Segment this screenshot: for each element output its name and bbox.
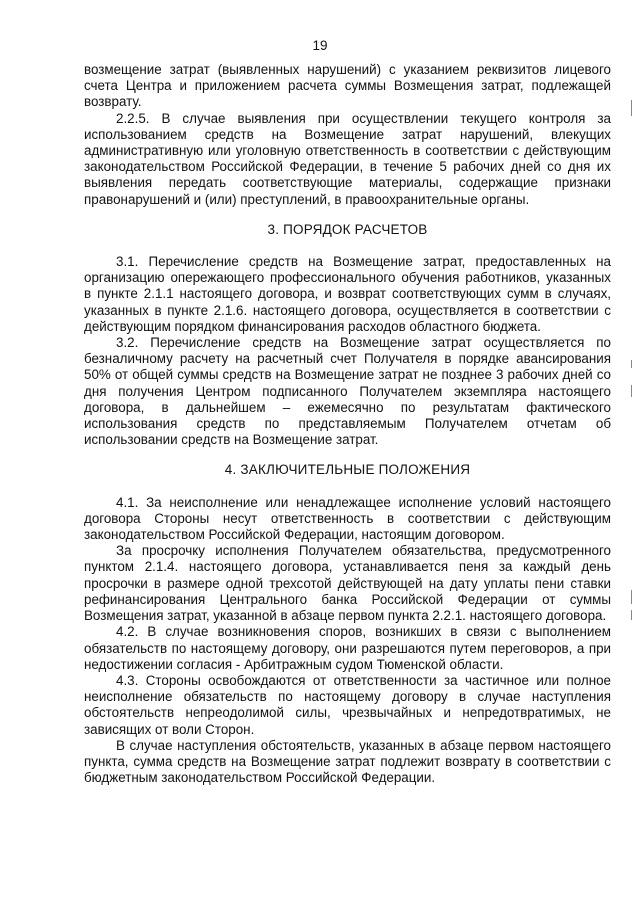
- paragraph-4-3-refund: В случае наступления обстоятельств, указанных в абзаце первом настоящего пункта, сумма средств на Возмещение затрат подлежит возврату в соответствии с бюджетным законодательством Российской Федерации.: [84, 737, 611, 786]
- section-title-3: 3. ПОРЯДОК РАСЧЕТОВ: [267, 221, 428, 237]
- paragraph-continuation: возмещение затрат (выявленных нарушений) с указанием реквизитов лицевого счета Центра и приложением расчета суммы Возмещения затрат, подлежащей возврату.: [84, 62, 611, 110]
- paragraph-3-1: 3.1. Перечисление средств на Возмещение затрат, предоставленных на организацию опережающего профессионального обучения работников, указанных в пункте 2.1.1 настоящего договора, и возврат соответствующих сумм в случаях, указанных в пункте 2.1.6. настоящего договора, осуществляется в соответствии с действующим порядком финансирования расходов областного бюджета.: [84, 254, 611, 334]
- paragraph-4-1-penalty: За просрочку исполнения Получателем обязательства, предусмотренного пунктом 2.1.4. настоящего договора, устанавливается пеня за каждый день просрочки в размере одной трехсотой действующей на дату уплаты пени ставки рефинансирования Центрального банка Российской Федерации от суммы Возмещения затрат, указанной в абзаце первом пункта 2.2.1. настоящего договора.: [84, 543, 611, 624]
- paragraph-4-3: 4.3. Стороны освобождаются от ответственности за частичное или полное неисполнение обязательств по настоящему договору в случае наступления обстоятельств непреодолимой силы, чрезвычайных и непредотвратимых, не зависящих от воли Сторон.: [84, 672, 611, 737]
- paragraph-4-1: 4.1. За неисполнение или ненадлежащее исполнение условий настоящего договора Стороны несут ответственность в соответствии с действующим законодательством Российской Федерации, настоящим договором.: [84, 494, 611, 543]
- paragraph-4-2: 4.2. В случае возникновения споров, возникших в связи с выполнением обязательств по настоящему договору, они разрешаются путем переговоров, а при недостижении согласия - Арбитражным судом Тюменской области.: [84, 624, 611, 672]
- scan-artifact: [631, 610, 632, 620]
- scan-artifact: [631, 385, 632, 397]
- page-number: 19: [312, 38, 328, 53]
- scan-artifact: [631, 360, 632, 368]
- scan-artifact: [631, 100, 632, 116]
- paragraph-2-2-5: 2.2.5. В случае выявления при осуществлении текущего контроля за использованием средств на Возмещение затрат нарушений, влекущих административную или уголовную ответственность в соответствии с действующим законодательством Российской Федерации, в течение 5 рабочих дней со дня их выявления передать соответствующие материалы, содержащие признаки правонарушений и (или) преступлений, в правоохранительные органы.: [84, 110, 611, 207]
- section-title-4: 4. ЗАКЛЮЧИТЕЛЬНЫЕ ПОЛОЖЕНИЯ: [224, 462, 471, 478]
- paragraph-3-2: 3.2. Перечисление средств на Возмещение затрат осуществляется по безналичному расчету на расчетный счет Получателя в порядке авансирования 50% от общей суммы средств на Возмещение затрат не позднее 3 рабочих дней со дня получения Центром подписанного Получателем экземпляра настоящего договора, в дальнейшем – ежемесячно по результатам фактического использования средств по представляемым Получателем отчетам об использовании средств на Возмещение затрат.: [84, 335, 611, 448]
- scan-artifact: [631, 590, 632, 604]
- document-body: [84, 62, 611, 786]
